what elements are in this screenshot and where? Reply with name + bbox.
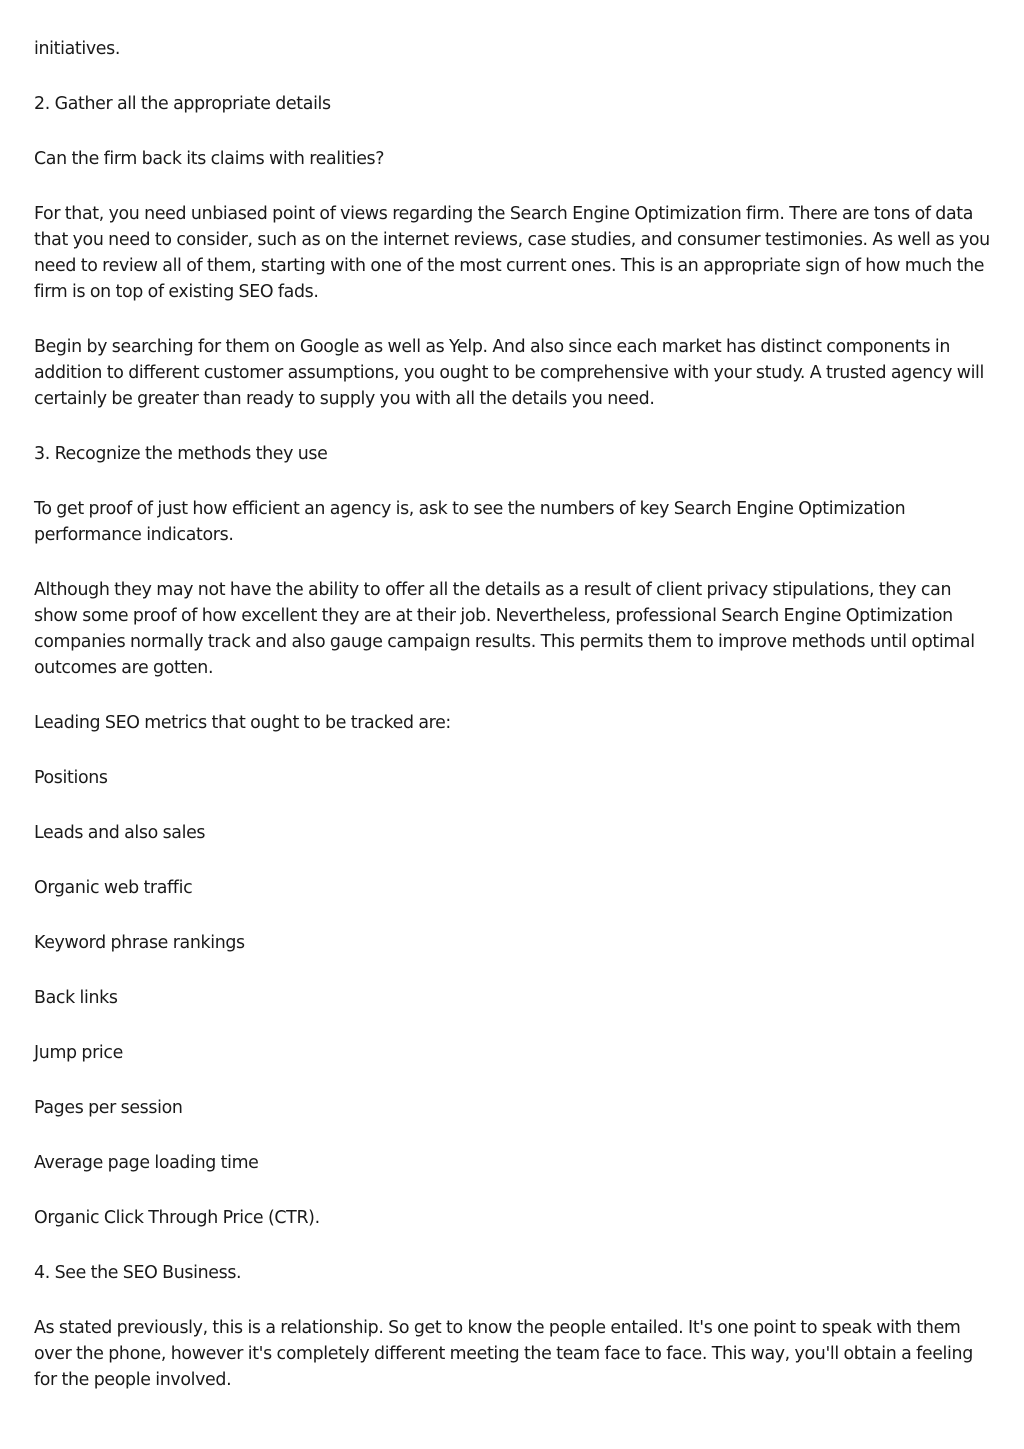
paragraph: Although they may not have the ability to offer all the details as a result of client privacy stipulations, they can show some proof of how excellent they are at their job. Nevertheless, professional Search Engine Optimization companies normally track and also gauge campaign results. This permits them to improve methods until optimal outcomes are gotten. (34, 580, 975, 678)
paragraph: Can the firm back its claims with realities? (34, 149, 385, 169)
metric-list-item: Organic web traffic (34, 878, 193, 898)
section-heading-3: 3. Recognize the methods they use (34, 444, 328, 464)
section-heading-4: 4. See the SEO Business. (34, 1263, 242, 1283)
document-page (34, 36, 996, 1393)
paragraph: To get proof of just how efficient an agency is, ask to see the numbers of key Search Engine Optimization performance indicators. (34, 499, 906, 545)
metric-list-item: Pages per session (34, 1098, 183, 1118)
paragraph: For that, you need unbiased point of views regarding the Search Engine Optimization firm. There are tons of data that you need to consider, such as on the internet reviews, case studies, and consumer testimonies. As well as you need to review all of them, starting with one of the most current ones. This is an appropriate sign of how much the firm is on top of existing SEO fads. (34, 204, 990, 302)
section-heading-2: 2. Gather all the appropriate details (34, 94, 331, 114)
metric-list-item: Jump price (34, 1043, 123, 1063)
metric-list-item: Keyword phrase rankings (34, 933, 245, 953)
metric-list-item: Leads and also sales (34, 823, 206, 843)
paragraph: Leading SEO metrics that ought to be tracked are: (34, 713, 451, 733)
metric-list-item: Average page loading time (34, 1153, 259, 1173)
paragraph: Begin by searching for them on Google as well as Yelp. And also since each market has distinct components in addition to different customer assumptions, you ought to be comprehensive with your study. A trusted agency will certainly be greater than ready to supply you with all the details you need. (34, 337, 985, 409)
paragraph: As stated previously, this is a relationship. So get to know the people entailed. It's one point to speak with them over the phone, however it's completely different meeting the team face to face. This way, you'll obtain a feeling for the people involved. (34, 1318, 973, 1390)
metric-list-item: Organic Click Through Price (CTR). (34, 1208, 320, 1228)
metric-list-item: Back links (34, 988, 118, 1008)
metric-list-item: Positions (34, 768, 108, 788)
paragraph-continuation: initiatives. (34, 39, 121, 59)
